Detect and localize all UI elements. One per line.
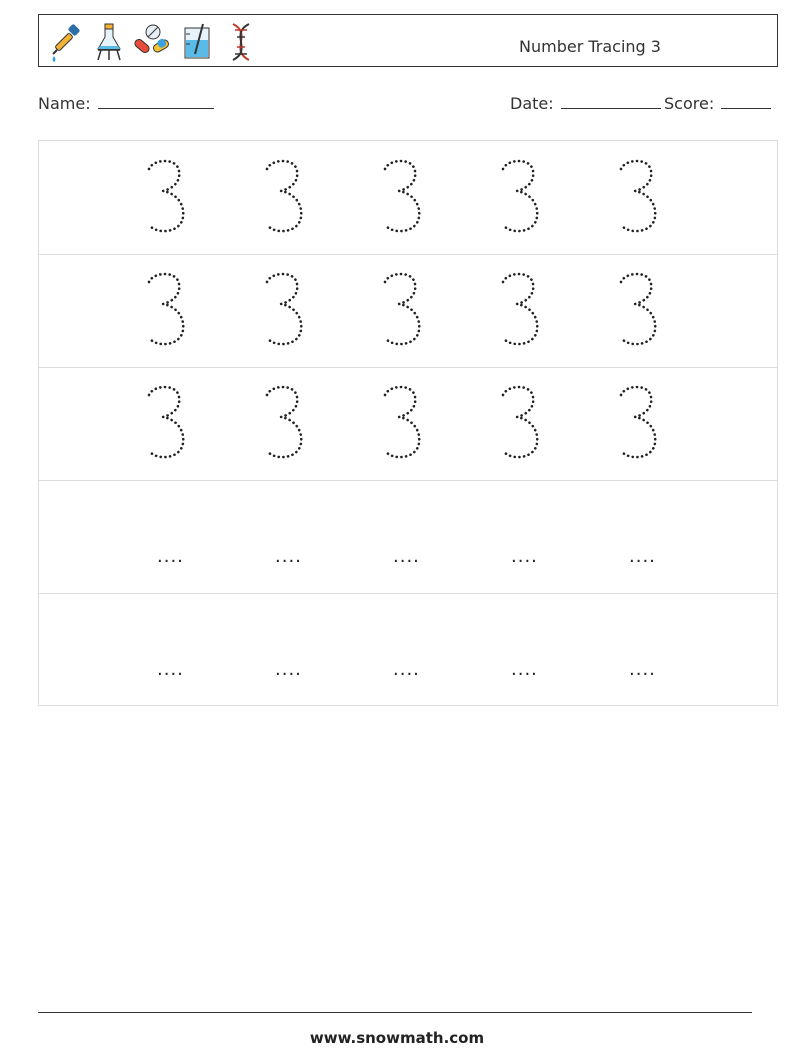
traceable-digit[interactable]	[373, 379, 433, 469]
footer-url: www.snowmath.com	[309, 1029, 485, 1047]
trace-dots[interactable]: ....	[157, 659, 184, 680]
dotted-digit-path	[503, 387, 537, 457]
score-blank[interactable]	[721, 92, 771, 109]
traceable-digit[interactable]	[255, 266, 315, 356]
name-blank[interactable]	[98, 92, 214, 109]
date-blank[interactable]	[561, 92, 661, 109]
tracing-row	[39, 593, 777, 706]
trace-dots[interactable]: ....	[393, 546, 420, 567]
tracing-grid	[38, 140, 778, 706]
date-label: Date:	[510, 94, 554, 113]
footer-divider	[38, 1012, 752, 1013]
pills-icon	[131, 20, 171, 64]
dotted-digit-path	[503, 161, 537, 231]
trace-dots[interactable]: ....	[275, 659, 302, 680]
name-label: Name:	[38, 94, 91, 113]
dotted-digit-path	[149, 387, 183, 457]
worksheet-header	[38, 14, 778, 67]
score-label: Score:	[664, 94, 715, 113]
dotted-digit-path	[267, 161, 301, 231]
tracing-row	[39, 141, 777, 255]
trace-dots[interactable]: ....	[157, 546, 184, 567]
dotted-digit-path	[267, 274, 301, 344]
dotted-digit-path	[385, 387, 419, 457]
dotted-digit-path	[149, 161, 183, 231]
traceable-digit[interactable]	[255, 153, 315, 243]
traceable-digit[interactable]	[491, 266, 551, 356]
traceable-digit[interactable]	[609, 153, 669, 243]
trace-dots[interactable]: ....	[629, 546, 656, 567]
trace-dots[interactable]: ....	[275, 546, 302, 567]
traceable-digit[interactable]	[373, 153, 433, 243]
traceable-digit[interactable]	[137, 379, 197, 469]
trace-dots[interactable]: ....	[511, 546, 538, 567]
tracing-row	[39, 367, 777, 481]
worksheet-title: Number Tracing 3	[519, 37, 661, 56]
traceable-digit[interactable]	[255, 379, 315, 469]
traceable-digit[interactable]	[609, 266, 669, 356]
traceable-digit[interactable]	[491, 153, 551, 243]
dotted-digit-path	[503, 274, 537, 344]
traceable-digit[interactable]	[609, 379, 669, 469]
tracing-row	[39, 480, 777, 594]
name-field	[38, 92, 214, 113]
dotted-digit-path	[385, 161, 419, 231]
dna-icon	[221, 20, 261, 64]
trace-dots[interactable]: ....	[629, 659, 656, 680]
beaker-icon	[177, 20, 217, 64]
dotted-digit-path	[267, 387, 301, 457]
score-field	[664, 92, 771, 113]
traceable-digit[interactable]	[137, 153, 197, 243]
flask-icon	[89, 20, 129, 64]
trace-dots[interactable]: ....	[511, 659, 538, 680]
traceable-digit[interactable]	[491, 379, 551, 469]
trace-dots[interactable]: ....	[393, 659, 420, 680]
traceable-digit[interactable]	[137, 266, 197, 356]
dropper-icon	[47, 20, 87, 64]
dotted-digit-path	[149, 274, 183, 344]
dotted-digit-path	[621, 274, 655, 344]
tracing-row	[39, 254, 777, 368]
date-field	[510, 92, 661, 113]
traceable-digit[interactable]	[373, 266, 433, 356]
dotted-digit-path	[621, 387, 655, 457]
dotted-digit-path	[621, 161, 655, 231]
dotted-digit-path	[385, 274, 419, 344]
